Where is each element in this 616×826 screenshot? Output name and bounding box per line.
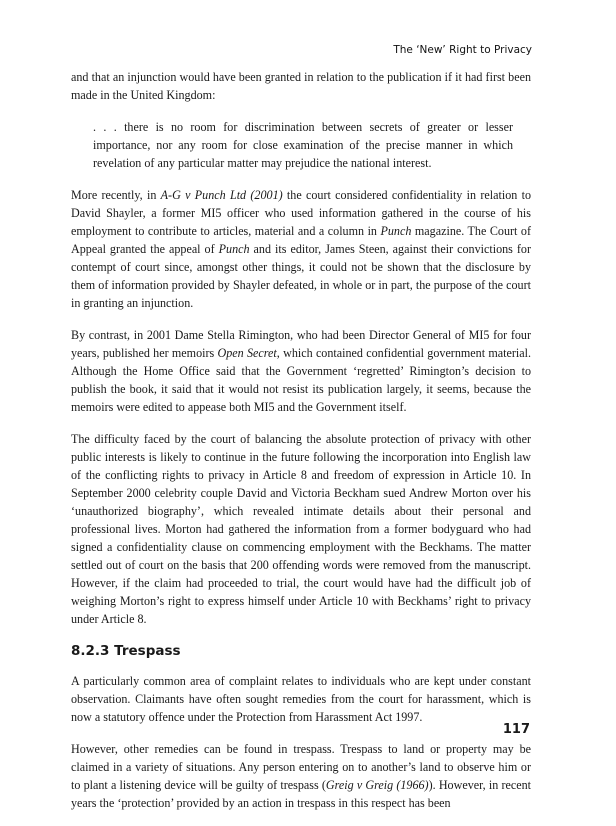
paragraph-6 <box>71 740 531 812</box>
case-citation-greig: Greig v Greig (1966) <box>325 778 429 792</box>
p2-text-b: the court considered confidentiality in relation to David Shayler, a former MI5 officer who used information gathered in the course of his employment to contribute to articles, material and a column in <box>71 188 531 238</box>
block-quote: . . . there is no room for discrimination between secrets of greater or lesser importance, nor any room for close examination of the precise manner in which revelation of any particular matter may prejudice the national interest. <box>93 120 513 170</box>
punch-magazine-name-2: Punch <box>218 242 250 256</box>
p6-text-a: However, other remedies can be found in trespass. Trespass to land or property may be claimed in a variety of situations. Any person entering on to another’s land to observe him or to plant a listening device will be guilty of trespass ( <box>71 742 531 792</box>
page-number: 117 <box>502 722 530 737</box>
p2-text-c: magazine. The Court of Appeal granted the appeal of <box>71 224 531 256</box>
p2-text-a: More recently, in <box>71 188 161 202</box>
p3-text-b: , which contained confidential government material. Although the Home Office said that the Government ‘regretted’ Rimington’s decision to publish the book, it said that it would not resist its publication largely, it seems, because the memoirs were edited to appease both MI5 and the Government itself. <box>71 346 531 414</box>
case-citation-punch: A-G v Punch Ltd (2001) <box>160 188 283 202</box>
paragraph-4: The difficulty faced by the court of balancing the absolute protection of privacy with other public interests is likely to continue in the future following the incorporation into English law of the conflicting rights to privacy in Article 8 and freedom of expression in Article 10. In September 2000 celebrity couple David and Victoria Beckham sued Andrew Morton over his ‘unauthorized biography’, which revealed intimate details about their personal and professional lives. Morton had gathered the information from a former bodyguard who had signed a confidentiality clause on commencing employment with the Beckhams. The matter settled out of court on the basis that 200 offending words were removed from the manuscript. However, if the claim had proceeded to trial, the court would have had the difficult job of weighing Morton’s right to express himself under Article 10 with Beckhams’ right to privacy under Article 8. <box>71 432 531 626</box>
body-text <box>71 68 531 826</box>
p6-text-b: ). However, in recent years the ‘protection’ provided by an action in trespass in this respect has been <box>71 778 531 810</box>
book-title: Open Secret <box>217 346 277 360</box>
section-heading: 8.2.3 Trespass <box>71 643 181 659</box>
p2-text-d: and its editor, James Steen, against their convictions for contempt of court since, amongst other things, it could not be shown that the disclosure by them of information provided by Shayler defeated, in whole or in part, the purpose of the court in granting an injunction. <box>71 242 531 310</box>
paragraph-1: and that an injunction would have been granted in relation to the publication if it had first been made in the United Kingdom: <box>71 70 531 102</box>
punch-magazine-name: Punch <box>380 224 412 238</box>
running-header: The ‘New’ Right to Privacy <box>393 44 532 56</box>
paragraph-2 <box>71 186 531 312</box>
paragraph-3 <box>71 326 531 416</box>
p3-text-a: By contrast, in 2001 Dame Stella Rimington, who had been Director General of MI5 for four years, published her memoirs <box>71 328 531 360</box>
paragraph-5: A particularly common area of complaint relates to individuals who are kept under constant observation. Claimants have often sought remedies from the court for harassment, which is now a statutory offence under the Protection from Harassment Act 1997. <box>71 674 531 724</box>
